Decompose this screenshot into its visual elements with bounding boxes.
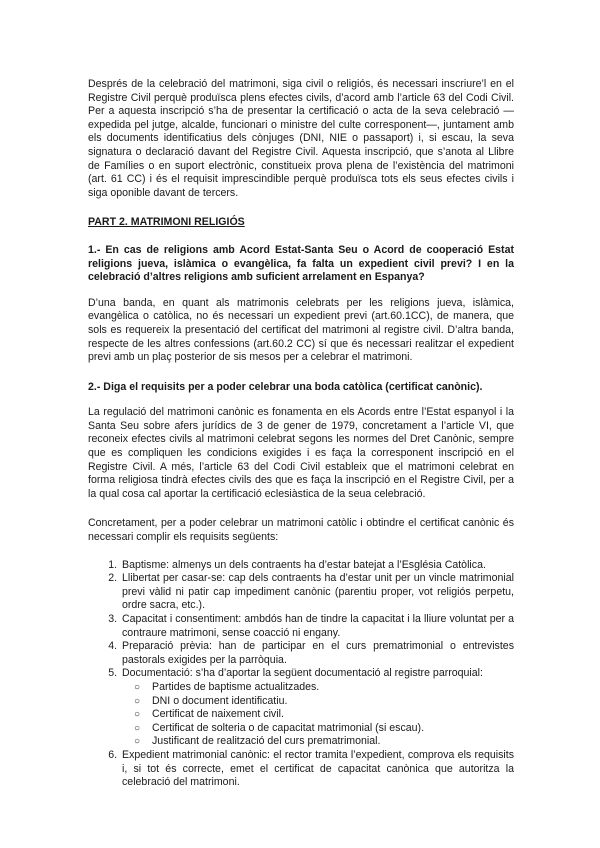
document-item: ○ Partides de baptisme actualitzades. (150, 681, 514, 695)
requirements-intro: Concretament, per a poder celebrar un matrimoni catòlic i obtindre el certificat canònic és necessari complir els requisits següents: (88, 517, 514, 544)
requirement-item: 6. Expedient matrimonial canònic: el rector tramita l’expedient, comprova els requisits i, si tot és correcte, emet el certificat de capacitat canònica que autoritza la celebració del matrimoni. (120, 749, 514, 790)
requirement-item: 5. Documentació: s’ha d’aportar la següent documentació al registre parroquial: ○ Partides de baptisme actualitzades. ○ DNI o document identificatiu. ○ Certificat de naixement civil. ○ Certificat de solteria o de capacitat matrimonial (si escau). ○ Justificant de realització del curs prematrimonial. (120, 667, 514, 749)
question-2: 2.- Diga el requisits per a poder celebrar una boda catòlica (certificat canònic). (88, 380, 483, 393)
requirement-item: 2. Llibertat per casar-se: cap dels contraents ha d’estar unit per un vincle matrimonial previ vàlid ni patir cap impediment canònic (parentiu proper, vot religiós perpetu, ordre sacra, etc.). (120, 572, 514, 613)
requirement-item: 4. Preparació prèvia: han de participar en el curs prematrimonial o entrevistes pastorals exigides per la parròquia. (120, 640, 514, 667)
requirements-list (88, 559, 514, 790)
documents-list (122, 681, 514, 749)
question-1: 1.- En cas de religions amb Acord Estat-Santa Seu o Acord de cooperació Estat religions jueva, islàmica o evangèlica, fa falta un expedient civil previ? I en la celebració d’altres religions amb suficient arrelament en Espanya? (88, 243, 514, 284)
document-item: ○ DNI o document identificatiu. (150, 695, 514, 709)
answer-1: D’una banda, en quant als matrimonis celebrats per les religions jueva, islàmica, evangèlica o catòlica, no és necessari un expedient previ (art.60.1CC), de manera, que sols es requereix la presentació del certificat del matrimoni al registre civil. D’altra banda, respecte de les altres confessions (art.60.2 CC) sí que és necessari realitzar el expedient previ amb un plaç posterior de sis mesos per a celebrar el matrimoni. (88, 296, 514, 364)
document-item: ○ Justificant de realització del curs prematrimonial. (150, 735, 514, 749)
requirement-item: 3. Capacitat i consentiment: ambdós han de tindre la capacitat i la lliure voluntat per a contraure matrimoni, sense coacció ni engany. (120, 613, 514, 640)
intro-paragraph: Després de la celebració del matrimoni, siga civil o religiós, és necessari inscriure’l en el Registre Civil perquè produïsca plens efectes civils, d’acord amb l’article 63 del Codi Civil. Per a aquesta inscripció s’ha de presentar la certificació o acta de la seva celebració —expedida pel jutge, alcalde, funcionari o ministre del culte corresponent—, juntament amb els documents identificatius dels cònjuges (DNI, NIE o passaport) i, si escau, la seva signatura o declaració davant del Registre Civil. Aquesta inscripció, que s’anota al Llibre de Famílies o en suport electrònic, constitueix prova plena de l’existència del matrimoni (art. 61 CC) i és el requisit imprescindible perquè produïsca tots els seus efectes civils i siga oponible davant de tercers. (88, 78, 514, 199)
document-item: ○ Certificat de solteria o de capacitat matrimonial (si escau). (150, 722, 514, 736)
requirement-item: 1. Baptisme: almenys un dels contraents ha d’estar batejat a l’Església Catòlica. (120, 559, 514, 573)
document-page (88, 78, 514, 790)
document-item: ○ Certificat de naixement civil. (150, 708, 514, 722)
answer-2: La regulació del matrimoni canònic es fonamenta en els Acords entre l’Estat espanyol i la Santa Seu sobre afers jurídics de 3 de gener de 1979, concretament a l’article VI, que reconeix efectes civils al matrimoni celebrat segons les normes del Dret Canònic, sempre que es compliquen les condicions exigides i es faça la corresponent inscripció en el Registre Civil. A més, l’article 63 del Codi Civil estableix que el matrimoni celebrat en forma religiosa tindrà efectes civils des que es faça la inscripció en el Registre Civil, per a la qual cosa cal aportar la certificació eclesiàstica de la seua celebració. (88, 406, 514, 500)
part-title: PART 2. MATRIMONI RELIGIÓS (88, 216, 245, 229)
